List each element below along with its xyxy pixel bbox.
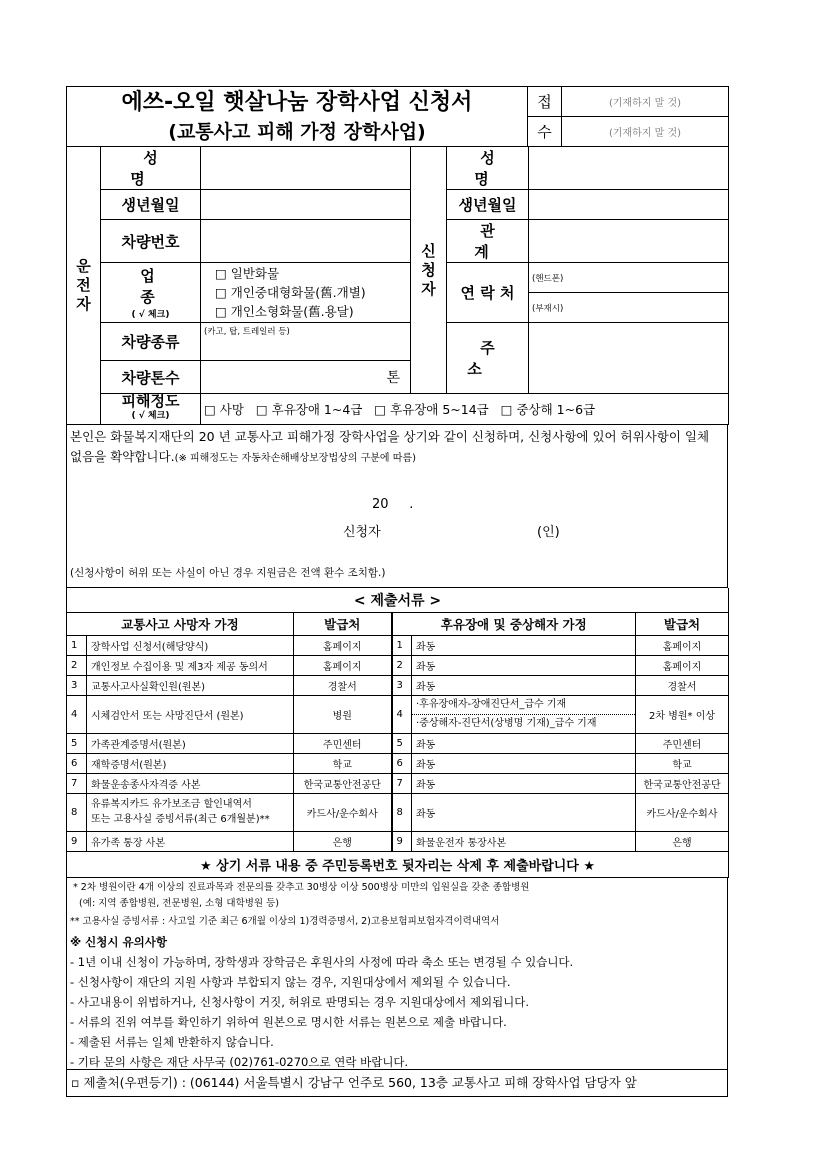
driver-group-label: 운 전 자 — [67, 147, 101, 425]
tonnage-field[interactable]: 톤 — [201, 361, 411, 394]
biz-type-options[interactable] — [201, 263, 411, 323]
receipt-note2: (기재하지 말 것) — [562, 117, 729, 147]
right-issuer-header: 발급처 — [636, 612, 729, 635]
applicant-group-label: 신 청 자 — [411, 147, 447, 394]
table-row: 8 유류복지카드 유가보조금 할인내역서 또는 고용사실 증빙서류(최근 6개월분)** 카드사/운수회사 8 좌동 카드사/운수회사 — [67, 793, 729, 831]
form-title — [67, 87, 528, 147]
car-type-label: 차량종류 — [101, 323, 201, 361]
contact-label: 연 락 처 — [447, 263, 529, 323]
driver-name-field[interactable] — [201, 147, 411, 190]
pledge-date[interactable]: 20 . — [372, 497, 414, 512]
header-table — [66, 86, 729, 147]
address-field[interactable] — [529, 323, 729, 394]
tonnage-label: 차량톤수 — [101, 361, 201, 394]
receipt-note1: (기재하지 말 것) — [562, 87, 729, 117]
caution-item: - 기타 문의 사항은 재단 사무국 (02)761-0270으로 연락 바랍니다. — [70, 1054, 409, 1069]
applicant-birth-field[interactable] — [529, 190, 729, 220]
biz-check-hint: ( √ 체크) — [131, 310, 170, 320]
table-row: 9 유가족 통장 사본 은행 9 화물운전자 통장사본 은행 — [67, 831, 729, 851]
driver-birth-label: 생년월일 — [101, 190, 201, 220]
title-line1: 에쓰-오일 햇살나눔 장학사업 신청서 — [121, 89, 473, 115]
applicant-name-field[interactable] — [529, 147, 729, 190]
docs-section-title: < 제출서류 > — [67, 588, 729, 612]
pledge-warning: (신청사항이 허위 또는 사실이 아닌 경우 지원금은 전액 환수 조치함.) — [70, 567, 386, 579]
relation-field[interactable] — [529, 220, 729, 263]
mobile-field[interactable]: (핸드폰) — [529, 263, 729, 293]
table-row: 1 장학사업 신청서(해당양식) 홈페이지 1 좌동 홈페이지 — [67, 635, 729, 655]
table-row: 6 재학증명서(원본) 학교 6 좌동 학교 — [67, 753, 729, 773]
caution-title: ※ 신청시 유의사항 — [70, 934, 167, 949]
damage-label: 피해정도 ( √ 체크) — [101, 394, 201, 425]
receipt-label2: 수 — [528, 117, 562, 147]
car-type-field[interactable]: (카고, 탑, 트레일러 등) — [201, 323, 411, 361]
damage-options[interactable]: □ 사망 □ 후유장애 1~4급 □ 후유장애 5~14급 □ 중상해 1~6급 — [201, 394, 729, 425]
submit-address: ▫ 제출처(우편등기) : (06144) 서울특별시 강남구 언주로 560, 13층 교통사고 피해 장학사업 담당자 앞 — [66, 1070, 728, 1097]
right-header: 후유장애 및 중상해자 가정 — [392, 612, 636, 635]
receipt-label1: 접 — [528, 87, 562, 117]
table-row: 4 시체검안서 또는 사망진단서 (원본) 병원 4 ·후유장애자-장애진단서_급수 기재 ·중상해자-진단서(상병명 기재)_급수 기재 2차 병원* 이상 — [67, 695, 729, 733]
table-row: 5 가족관계증명서(원본) 주민센터 5 좌동 주민센터 — [67, 733, 729, 753]
application-form — [66, 86, 728, 1097]
pledge-text: 본인은 화물복지재단의 20 년 교통사고 피해가정 장학사업을 상기와 같이 신청하며, 신청사항에 있어 허위사항이 일체 없음을 확약합니다.(※ 피해정도는 자동차손해배상보장법상의 구분에 따름) — [70, 429, 710, 464]
caution-item: - 제출된 서류는 일체 반환하지 않습니다. — [70, 1034, 274, 1049]
biz-option-general[interactable]: □ 일반화물 — [215, 266, 280, 281]
note-star1: * 2차 병원이란 4개 이상의 진료과목과 전문의를 갖추고 30병상 이상 500병상 미만의 입원실을 갖춘 종합병원 — [70, 881, 530, 893]
table-row: 2 개인정보 수집이용 및 제3자 제공 동의서 홈페이지 2 좌동 홈페이지 — [67, 655, 729, 675]
seal-mark[interactable]: (인) — [537, 525, 560, 540]
caution-item: - 1년 이내 신청이 가능하며, 장학생과 장학금은 후원사의 사정에 따라 축소 또는 변경될 수 있습니다. — [70, 954, 574, 969]
car-number-field[interactable] — [201, 220, 411, 263]
table-row: 7 화물운송종사자격증 사본 한국교통안전공단 7 좌동 한국교통안전공단 — [67, 773, 729, 793]
biz-type-label: 업 종 ( √ 체크) — [101, 263, 201, 323]
info-table — [66, 146, 729, 425]
caution-item: - 서류의 진위 여부를 확인하기 위하여 원본으로 명시한 서류는 원본으로 제출 바랍니다. — [70, 1014, 507, 1029]
pledge-box — [66, 425, 728, 588]
note-star2: ** 고용사실 증빙서류 : 사고일 기준 최근 6개월 이상의 1)경력증명서, 2)고용보험피보험자격이력내역서 — [70, 915, 500, 927]
applicant-name-label: 성 명 — [447, 147, 529, 190]
absent-phone-field[interactable]: (부재시) — [529, 293, 729, 323]
table-row: 3 교통사고사실확인원(원본) 경찰서 3 좌동 경찰서 — [67, 675, 729, 695]
documents-table — [66, 588, 729, 878]
driver-birth-field[interactable] — [201, 190, 411, 220]
driver-name-label: 성 명 — [101, 147, 201, 190]
caution-item: - 신청사항이 재단의 지원 사항과 부합되지 않는 경우, 지원대상에서 제외될 수 있습니다. — [70, 974, 511, 989]
left-header: 교통사고 사망자 가정 — [67, 612, 294, 635]
caution-item: - 사고내용이 위법하거나, 신청사항이 거짓, 허위로 판명되는 경우 지원대상에서 제외됩니다. — [70, 994, 530, 1009]
biz-option-large[interactable]: □ 개인중대형화물(舊.개별) — [215, 285, 366, 300]
relation-label: 관 계 — [447, 220, 529, 263]
delete-notice: ★ 상기 서류 내용 중 주민등록번호 뒷자리는 삭제 후 제출바랍니다 ★ — [67, 851, 729, 877]
signer-label: 신청자 — [343, 525, 381, 540]
notes-box — [66, 878, 728, 1070]
left-issuer-header: 발급처 — [294, 612, 392, 635]
note-star1b: (예: 지역 종합병원, 전문병원, 소형 대학병원 등) — [70, 897, 280, 909]
address-label: 주 소 — [447, 323, 529, 394]
biz-option-small[interactable]: □ 개인소형화물(舊.용달) — [215, 304, 354, 319]
title-line2: (교통사고 피해 가정 장학사업) — [168, 120, 426, 143]
car-number-label: 차량번호 — [101, 220, 201, 263]
applicant-birth-label: 생년월일 — [447, 190, 529, 220]
